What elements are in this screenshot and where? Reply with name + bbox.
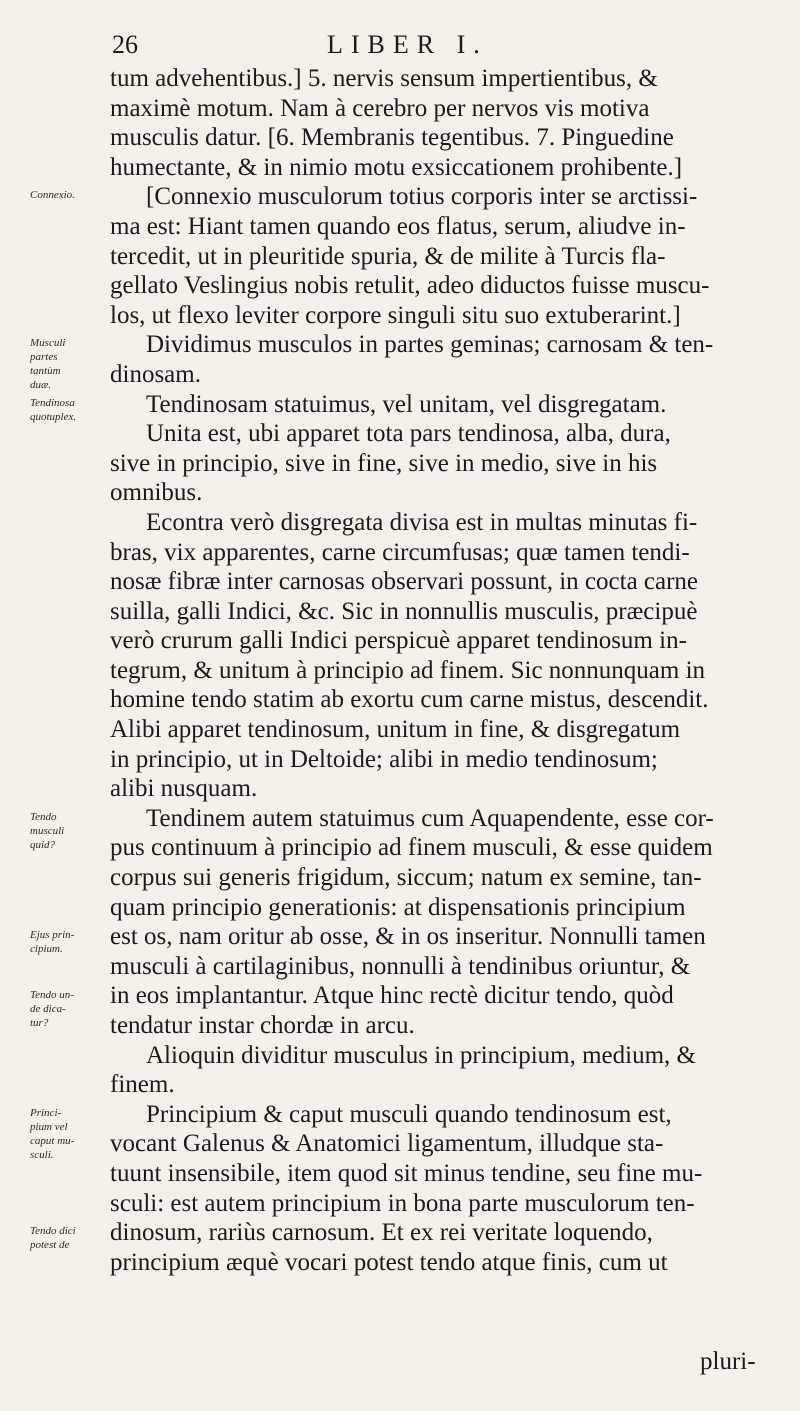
page-header bbox=[112, 30, 772, 66]
margin-note-line: tur? bbox=[30, 1016, 49, 1029]
text-line: gellato Veslingius nobis retulit, adeo diductos fuisse muscu- bbox=[110, 272, 710, 300]
margin-note-line: musculi bbox=[30, 825, 65, 837]
margin-note-connexio bbox=[30, 188, 108, 202]
margin-note-tendo-dici bbox=[30, 1224, 108, 1252]
margin-note-line: duæ. bbox=[30, 379, 52, 392]
margin-note-line: potest de bbox=[30, 1239, 70, 1252]
margin-note-line: partes bbox=[30, 351, 58, 364]
text-line: ma est: Hiant tamen quando eos flatus, serum, aliudve in- bbox=[110, 212, 686, 240]
text-line: Alioquin dividitur musculus in principium, medium, & bbox=[146, 1041, 696, 1069]
text-line: Principium & caput musculi quando tendinosum est, bbox=[146, 1100, 672, 1128]
margin-note-line: sculi. bbox=[30, 1149, 54, 1161]
margin-note-line: pium vel bbox=[30, 1121, 68, 1133]
margin-note-line: Connexio. bbox=[30, 189, 75, 202]
text-line: in eos implantantur. Atque hinc rectè dicitur tendo, quòd bbox=[110, 982, 674, 1010]
margin-note-line: cipium. bbox=[30, 943, 63, 956]
margin-note-line: tantùm bbox=[30, 365, 61, 378]
text-line: dinosam. bbox=[110, 360, 201, 388]
text-line: tendatur instar chordæ in arcu. bbox=[110, 1012, 415, 1039]
text-line: dinosum, rariùs carnosum. Et ex rei veritate loquendo, bbox=[110, 1219, 653, 1247]
margin-note-line: Tendo un- bbox=[30, 988, 74, 1001]
text-line: Econtra verò disgregata divisa est in multas minutas fi- bbox=[146, 508, 698, 536]
text-line: los, ut flexo leviter corpore singuli situ suo extuberarint.] bbox=[110, 301, 681, 329]
text-line: principium æquè vocari potest tendo atque finis, cum ut bbox=[110, 1248, 668, 1276]
text-line: nosæ fibræ inter carnosas observari possunt, in cocta carne bbox=[110, 568, 699, 596]
text-line: tercedit, ut in pleuritide spuria, & de milite à Turcis fla- bbox=[110, 242, 666, 270]
margin-note-principium-caput bbox=[30, 1106, 108, 1162]
text-line: Tendinem autem statuimus cum Aquapendente, esse cor- bbox=[146, 804, 714, 832]
running-head: LIBER I. bbox=[327, 30, 488, 59]
margin-note-line: quotuplex. bbox=[30, 410, 77, 423]
text-line: tegrum, & unitum à principio ad finem. Sic nonnunquam in bbox=[110, 656, 706, 684]
text-line: [Connexio musculorum totius corporis inter se arctissi- bbox=[146, 183, 698, 211]
margin-note-line: Princi- bbox=[30, 1107, 62, 1119]
page-number: 26 bbox=[112, 30, 138, 59]
text-line: Alibi apparet tendinosum, unitum in fine, & disgregatum bbox=[110, 716, 681, 744]
margin-note-line: Tendo bbox=[30, 811, 57, 823]
text-line: finem. bbox=[110, 1071, 175, 1099]
text-line: bras, vix apparentes, carne circumfusas; quæ tamen tendi- bbox=[110, 538, 690, 566]
text-line: suilla, galli Indici, &c. Sic in nonnullis musculis, præcipuè bbox=[110, 597, 698, 625]
margin-note-musculi-partes bbox=[30, 336, 108, 392]
margin-note-tendo-musculi bbox=[30, 810, 108, 852]
text-line: in principio, ut in Deltoide; alibi in medio tendinosum; bbox=[110, 745, 658, 773]
text-line: Dividimus musculos in partes geminas; carnosam & ten- bbox=[146, 331, 714, 359]
margin-note-line: de dica- bbox=[30, 1002, 66, 1015]
text-line: verò crurum galli Indici perspicuè apparet tendinosum in- bbox=[110, 627, 687, 655]
catchword: pluri- bbox=[700, 1348, 756, 1375]
text-line: Unita est, ubi apparet tota pars tendinosa, alba, dura, bbox=[146, 420, 671, 448]
text-line: sive in principio, sive in fine, sive in medio, sive in his bbox=[110, 449, 658, 477]
text-line: corpus sui generis frigidum, siccum; natum ex semine, tan- bbox=[110, 864, 702, 892]
text-line: pus continuum à principio ad finem musculi, & esse quidem bbox=[110, 834, 713, 862]
text-line: musculis datur. [6. Membranis tegentibus. 7. Pinguedine bbox=[110, 124, 674, 152]
body-text bbox=[110, 64, 760, 1277]
text-line: alibi nusquam. bbox=[110, 775, 258, 803]
text-line: est os, nam oritur ab osse, & in os inseritur. Nonnulli tamen bbox=[110, 923, 706, 951]
text-line: musculi à cartilaginibus, nonnulli à tendinibus oriuntur, & bbox=[110, 952, 691, 980]
text-line: homine tendo statim ab exortu cum carne mistus, descendit. bbox=[110, 686, 709, 714]
margin-note-line: Tendinosa bbox=[30, 396, 75, 409]
text-line: maximè motum. Nam à cerebro per nervos vis motiva bbox=[110, 94, 650, 122]
text-line: sculi: est autem principium in bona parte musculorum ten- bbox=[110, 1189, 695, 1217]
margin-note-tendo-unde bbox=[30, 988, 108, 1030]
text-line: vocant Galenus & Anatomici ligamentum, illudque sta- bbox=[110, 1130, 664, 1158]
margin-note-line: Ejus prin- bbox=[30, 929, 75, 942]
text-line: quam principio generationis: at dispensationis principium bbox=[110, 893, 686, 921]
margin-note-ejus-principium bbox=[30, 928, 108, 956]
margin-note-line: caput mu- bbox=[30, 1135, 75, 1147]
text-line: Tendinosam statuimus, vel unitam, vel disgregatam. bbox=[146, 390, 667, 418]
margin-note-line: quid? bbox=[30, 839, 56, 851]
margin-note-tendinosa bbox=[30, 396, 108, 424]
margin-note-line: Tendo dici bbox=[30, 1225, 76, 1238]
text-line: tuunt insensibile, item quod sit minus tendine, seu fine mu- bbox=[110, 1159, 703, 1187]
text-line: humectante, & in nimio motu exsiccationem prohibente.] bbox=[110, 153, 683, 181]
margin-note-line: Musculi bbox=[30, 337, 66, 350]
text-line: omnibus. bbox=[110, 479, 203, 507]
text-line: tum advehentibus.] 5. nervis sensum impertientibus, & bbox=[110, 65, 658, 92]
